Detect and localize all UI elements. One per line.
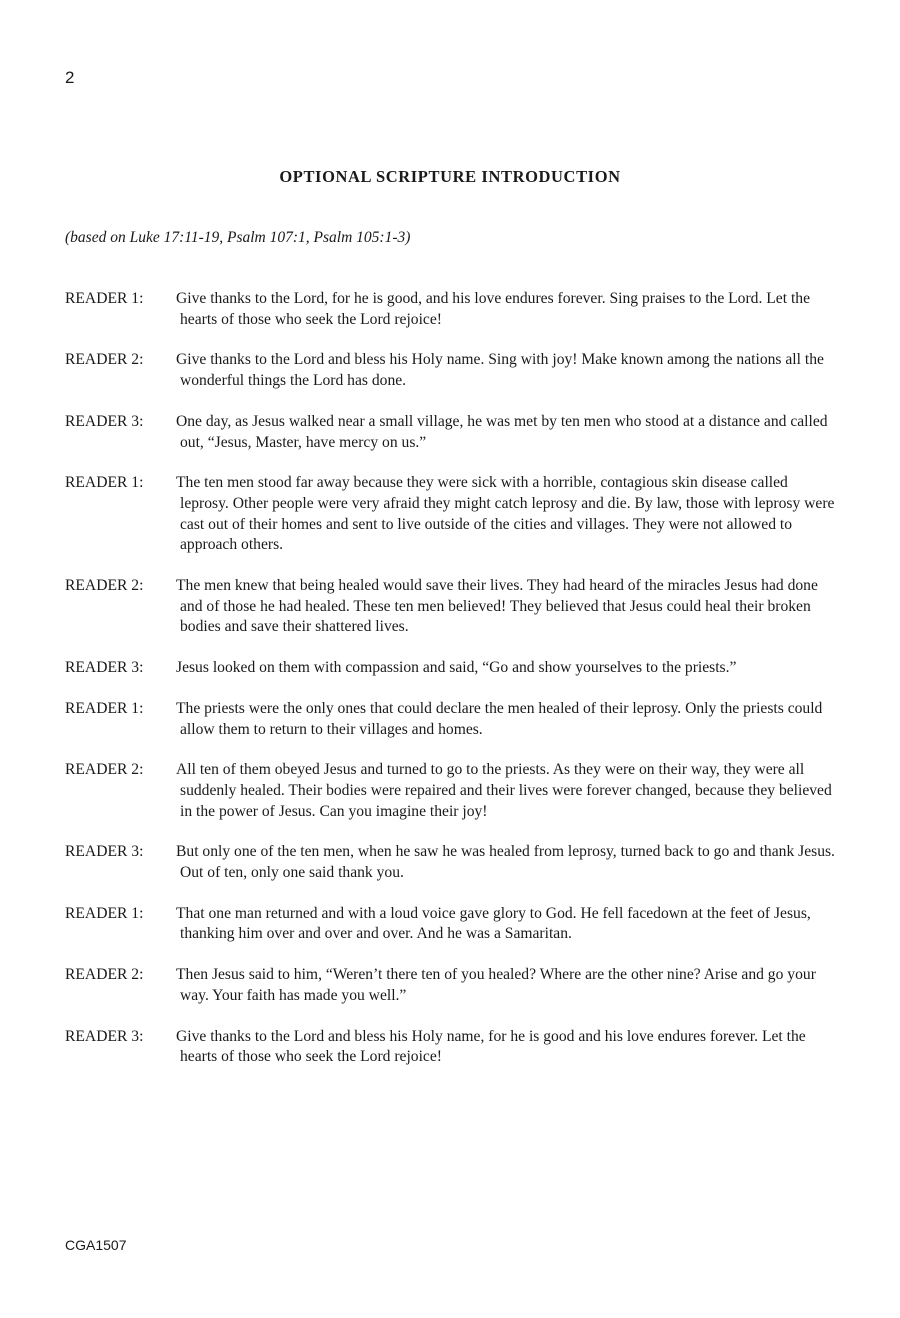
reading-text: The ten men stood far away because they were sick with a horrible, contagious skin disease called leprosy. Other people were very afraid they might catch leprosy and die. By law, those with leprosy were cast out of their homes and sent to live outside of the cities and villages. They were not allowed to approach others. bbox=[176, 474, 835, 554]
reading-text: Jesus looked on them with compassion and said, “Go and show yourselves to the priests.” bbox=[176, 659, 737, 677]
reading-entry bbox=[65, 760, 840, 822]
reading-text: All ten of them obeyed Jesus and turned to go to the priests. As they were on their way, they were all suddenly healed. Their bodies were repaired and their lives were forever changed, because they believed in the power of Jesus. Can you imagine their joy! bbox=[176, 761, 832, 820]
speaker-label: READER 2: bbox=[65, 577, 144, 595]
reading-entry bbox=[65, 289, 840, 330]
reading-entry bbox=[65, 904, 840, 945]
reading-entry bbox=[65, 965, 840, 1006]
speaker-label: READER 1: bbox=[65, 290, 144, 307]
reading-entry bbox=[65, 350, 840, 391]
speaker-label: READER 3: bbox=[65, 659, 144, 677]
reading-text: But only one of the ten men, when he saw he was healed from leprosy, turned back to go and thank Jesus. Out of ten, only one said thank you. bbox=[176, 843, 835, 882]
footer-product-code: CGA1507 bbox=[65, 1237, 127, 1253]
speaker-label: READER 1: bbox=[65, 474, 144, 492]
reading-text: Give thanks to the Lord and bless his Holy name, for he is good and his love endures forever. Let the hearts of those who seek the Lord rejoice! bbox=[176, 1027, 806, 1066]
speaker-label: READER 2: bbox=[65, 966, 144, 984]
reading-entry bbox=[65, 576, 840, 638]
reading-text: One day, as Jesus walked near a small village, he was met by ten men who stood at a distance and called out, “Jesus, Master, have mercy on us.” bbox=[176, 412, 828, 451]
reading-entry bbox=[65, 412, 840, 453]
reading-text: That one man returned and with a loud voice gave glory to God. He fell facedown at the feet of Jesus, thanking him over and over and over. And he was a Samaritan. bbox=[176, 904, 811, 943]
reading-entry bbox=[65, 699, 840, 740]
speaker-label: READER 1: bbox=[65, 904, 144, 922]
speaker-label: READER 1: bbox=[65, 699, 144, 717]
reading-text: Then Jesus said to him, “Weren’t there ten of you healed? Where are the other nine? Arise and go your way. Your faith has made you well.” bbox=[176, 966, 816, 1004]
page-number: 2 bbox=[65, 68, 75, 87]
speaker-label: READER 2: bbox=[65, 761, 144, 779]
reading-entry bbox=[65, 658, 840, 679]
page-title: OPTIONAL SCRIPTURE INTRODUCTION bbox=[279, 167, 621, 186]
reading-text: The priests were the only ones that could declare the men healed of their leprosy. Only the priests could allow them to return to their villages and homes. bbox=[176, 699, 823, 738]
reading-entry bbox=[65, 1027, 840, 1068]
reading-entry bbox=[65, 842, 840, 883]
speaker-label: READER 3: bbox=[65, 1027, 144, 1045]
reading-entry bbox=[65, 473, 840, 556]
reading-text: Give thanks to the Lord, for he is good, and his love endures forever. Sing praises to the Lord. Let the hearts of those who seek the Lord rejoice! bbox=[176, 290, 810, 328]
reading-script bbox=[65, 289, 840, 1088]
speaker-label: READER 3: bbox=[65, 412, 144, 430]
reading-text: Give thanks to the Lord and bless his Holy name. Sing with joy! Make known among the nations all the wonderful things the Lord has done. bbox=[176, 351, 824, 390]
scripture-reference: (based on Luke 17:11-19, Psalm 107:1, Psalm 105:1-3) bbox=[65, 229, 411, 246]
speaker-label: READER 2: bbox=[65, 351, 144, 369]
reading-text: The men knew that being healed would save their lives. They had heard of the miracles Jesus had done and of those he had healed. These ten men believed! They believed that Jesus could heal their broken bodies and save their shattered lives. bbox=[176, 577, 818, 636]
speaker-label: READER 3: bbox=[65, 843, 144, 861]
